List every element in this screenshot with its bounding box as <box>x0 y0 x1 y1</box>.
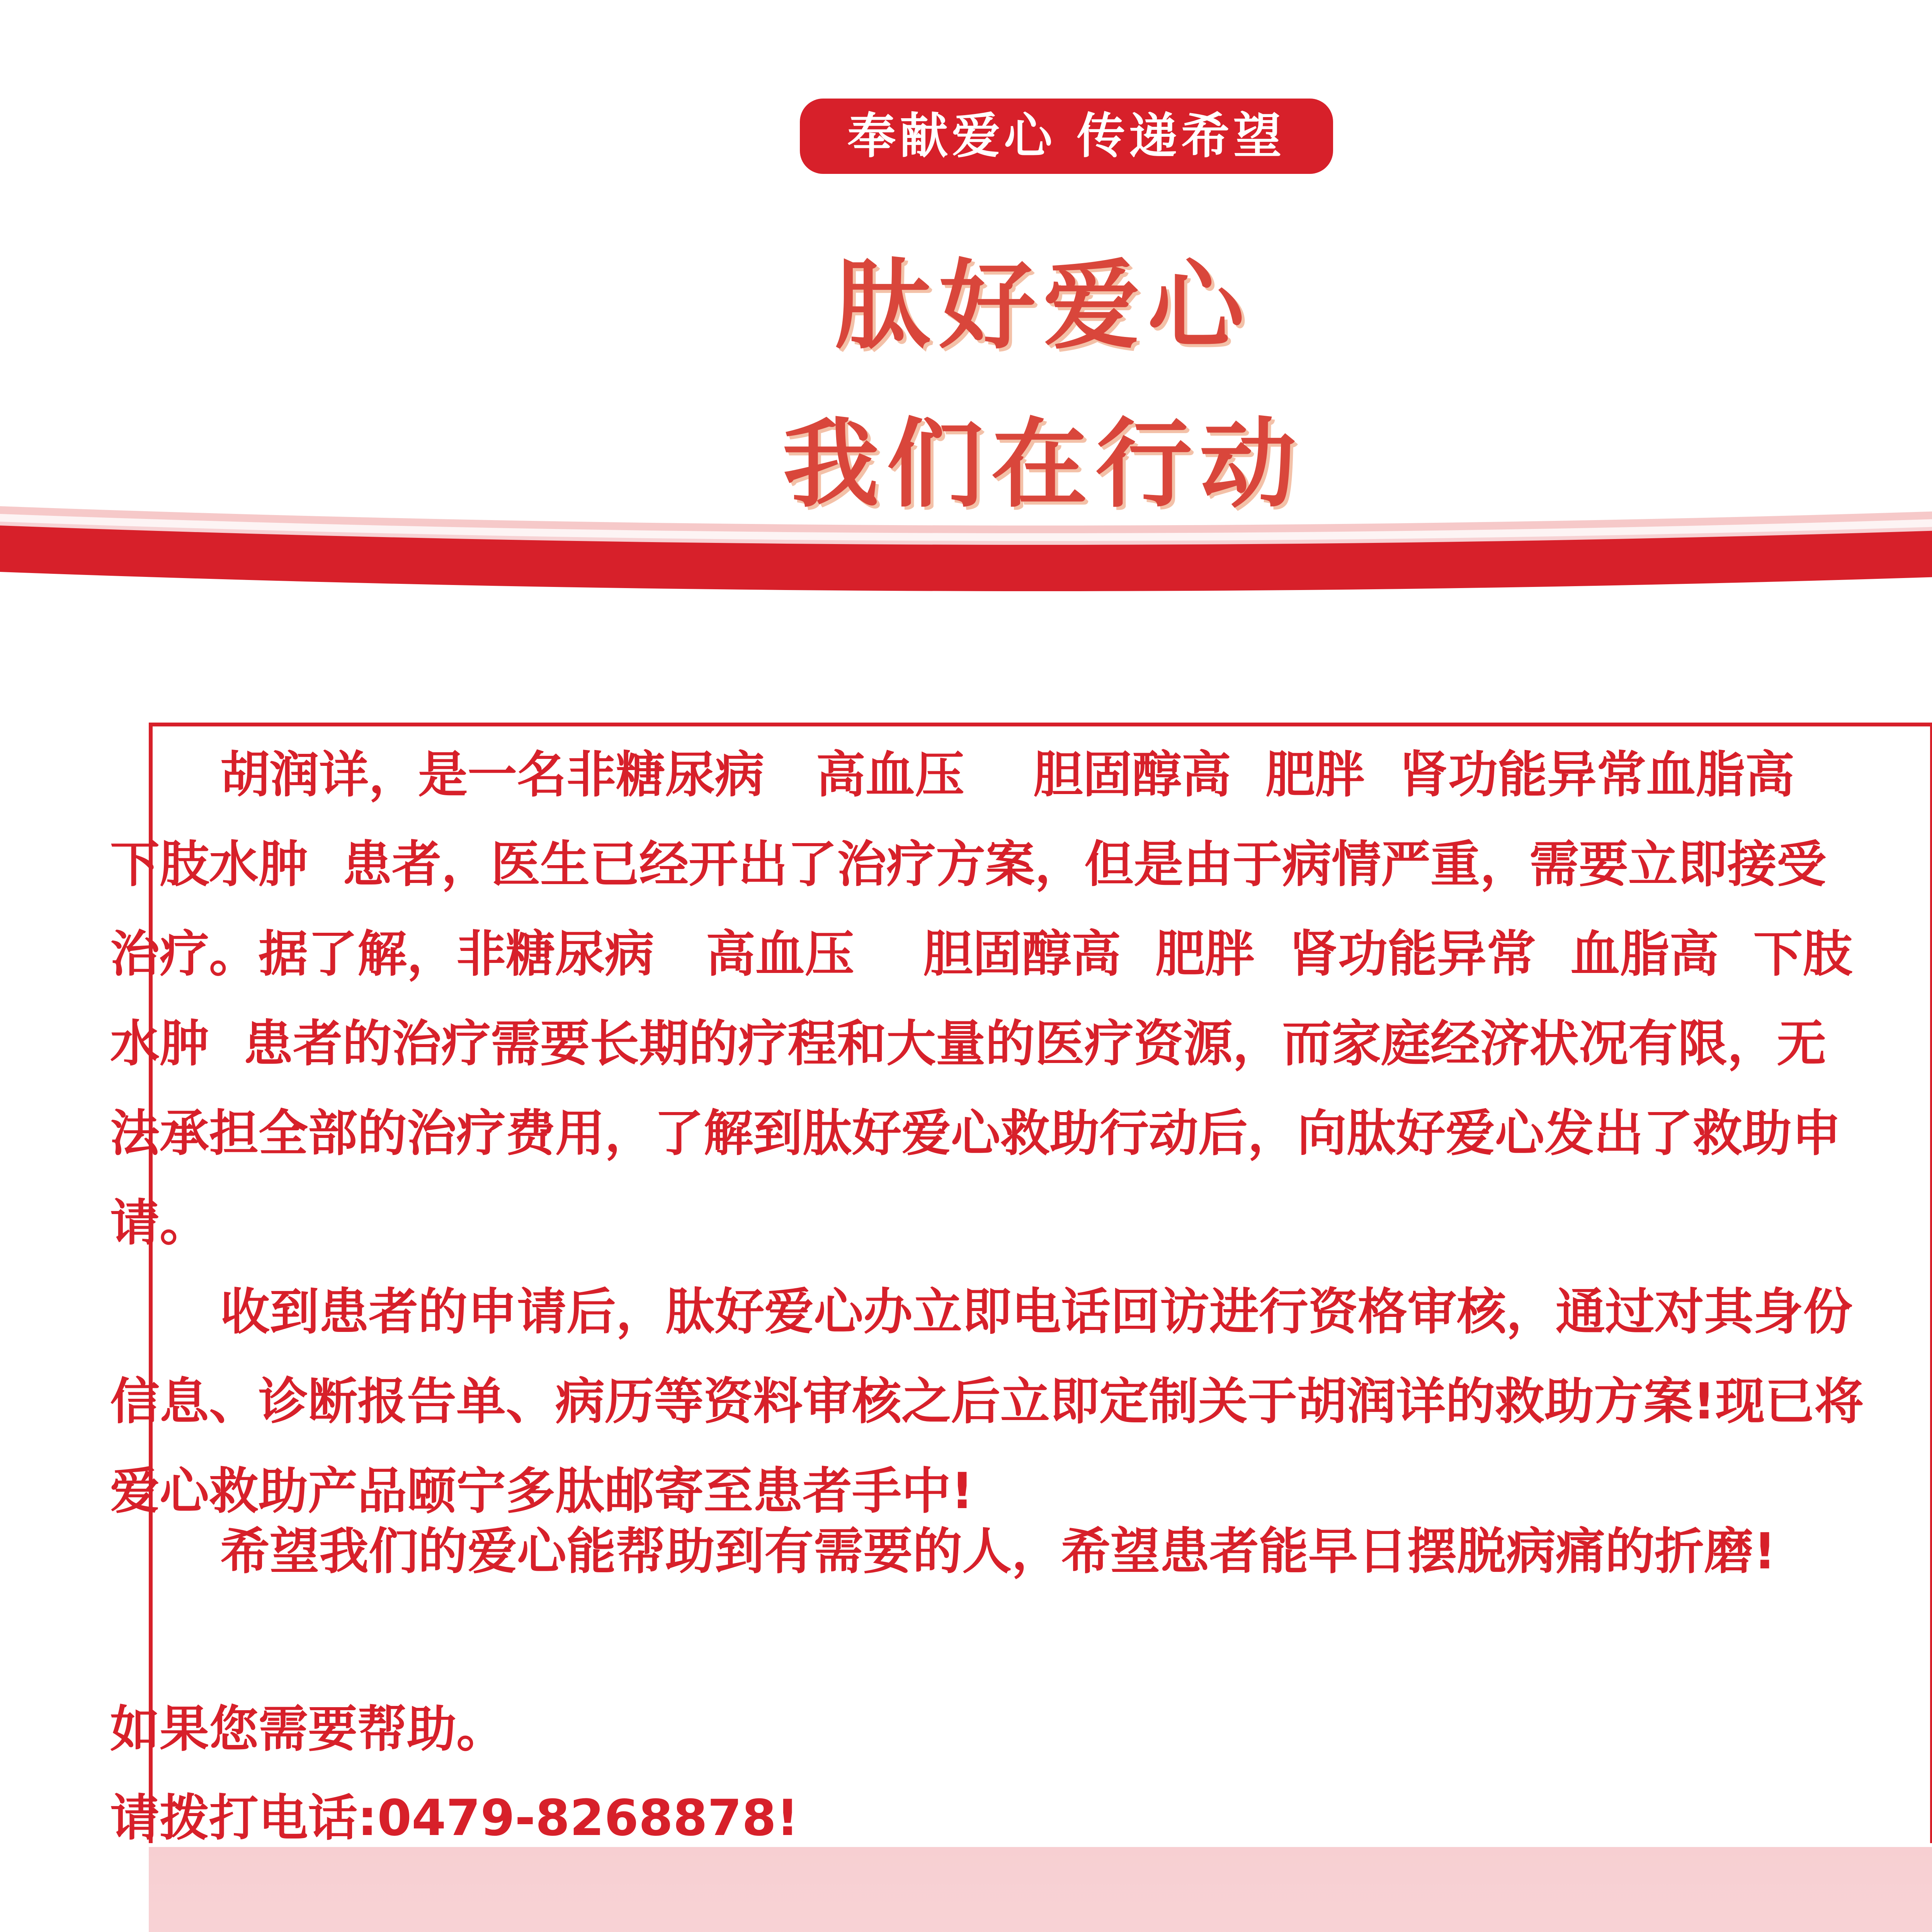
article-paragraph-3: 希望我们的爱心能帮助到有需要的人，希望患者能早日摆脱病痛的折磨! <box>220 1523 1776 1580</box>
phone-line: 请拨打电话:0479-8268878! <box>110 1789 799 1847</box>
charity-banner <box>149 1847 1932 1932</box>
help-prompt: 如果您需要帮助。 <box>110 1701 506 1758</box>
article-paragraph-1: 胡润详，是一名非糖尿病 高血压 胆固醇高 肥胖 肾功能异常血脂高 下肢水肿 患者，医生已经开出了治疗方案，但是由于病情严重，需要立即接受治疗。据了解，非糖尿病 高血压 胆固醇高 肥胖 肾功能异常 血脂高 下肢水肿 患者的治疗需要长期的疗程和大量的医疗资源，而家庭经济状况有限，无法承担全部的治疗费用，了解到肽好爱心救助行动后，向肽好爱心发出了救助申请。 <box>110 746 1852 1252</box>
page-subtitle: 我们在行动 <box>782 408 1304 520</box>
page-title: 肽好爱心 <box>835 250 1252 362</box>
decorative-arc <box>0 483 1932 599</box>
heart-hands-illustration <box>149 1847 1932 1932</box>
slogan-tag: 奉献爱心 传递希望 <box>800 99 1333 174</box>
article-paragraph-2: 收到患者的申请后，肽好爱心办立即电话回访进行资格审核，通过对其身份信息、诊断报告单、病历等资料审核之后立即定制关于胡润详的救助方案!现已将爱心救助产品颐宁多肽邮寄至患者手中! <box>110 1283 1864 1520</box>
